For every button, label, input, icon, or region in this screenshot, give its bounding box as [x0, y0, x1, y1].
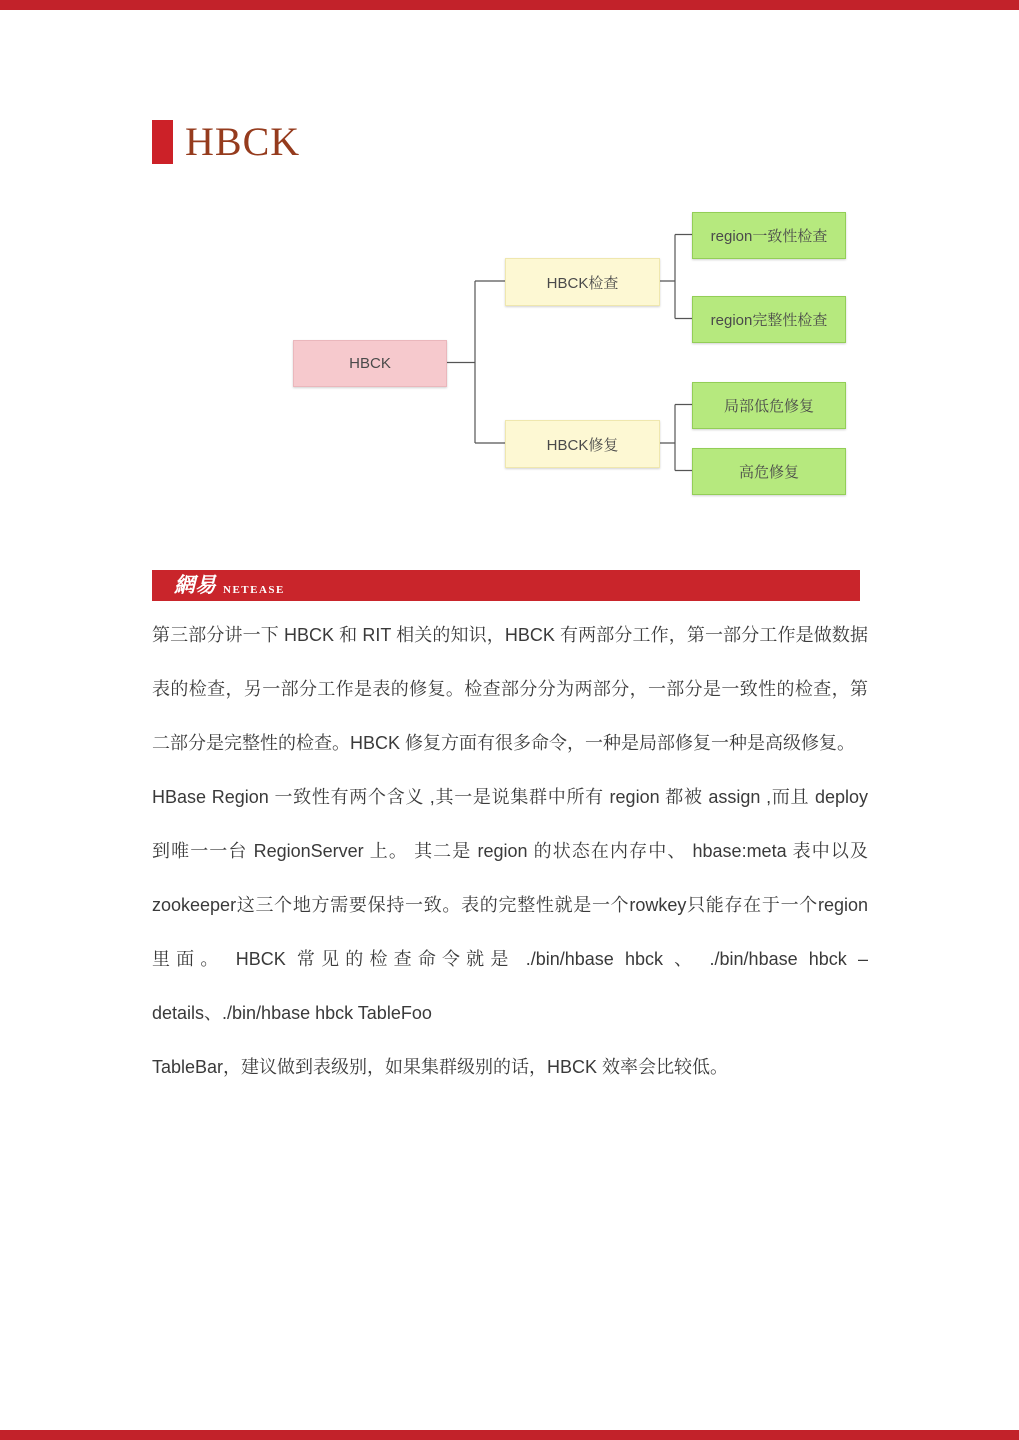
paragraph-1: 第三部分讲一下 HBCK 和 RIT 相关的知识，HBCK 有两部分工作，第一部分工作是做数据表的检查，另一部分工作是表的修复。检查部分分为两部分，一部分是一致性的检查，第二部分是完整性的检查。HBCK 修复方面有很多命令，一种是局部修复一种是高级修复。: [152, 625, 868, 753]
diagram-node-hbck: HBCK: [293, 340, 447, 387]
diagram-node-hbck-check: HBCK检查: [505, 258, 660, 306]
page-title: HBCK: [185, 119, 301, 164]
top-red-bar: [0, 0, 1019, 10]
netease-logo-cjk: 網易: [174, 574, 216, 597]
heading: [152, 118, 300, 165]
netease-logo-latin: NETEASE: [223, 583, 285, 596]
bottom-red-bar: [0, 1430, 1019, 1440]
diagram-node-highrisk-fix: 高危修复: [692, 448, 846, 495]
paragraph-2: HBase Region 一致性有两个含义 ,其一是说集群中所有 region 都被 assign ,而且 deploy 到唯一一台 RegionServer 上。 其二是 region 的状态在内存中、 hbase:meta 表中以及 zookeeper这三个地方需要保持一致。表的完整性就是一个rowkey只能存在于一个region 里面。 HBCK 常见的检查命令就是 ./bin/hbase hbck 、 ./bin/hbase hbck –details、./bin/hbase hbck TableFoo: [152, 787, 868, 1023]
diagram-node-region-consistency-check: region一致性检查: [692, 212, 846, 259]
body-text: [152, 608, 868, 1094]
diagram-node-region-integrity-check: region完整性检查: [692, 296, 846, 343]
heading-accent-block: [152, 120, 173, 164]
diagram-node-hbck-fix: HBCK修复: [505, 420, 660, 468]
netease-banner: [152, 570, 860, 601]
hbck-diagram: [150, 200, 870, 510]
paragraph-3: TableBar，建议做到表级别，如果集群级别的话，HBCK 效率会比较低。: [152, 1057, 729, 1077]
diagram-node-local-lowrisk-fix: 局部低危修复: [692, 382, 846, 429]
